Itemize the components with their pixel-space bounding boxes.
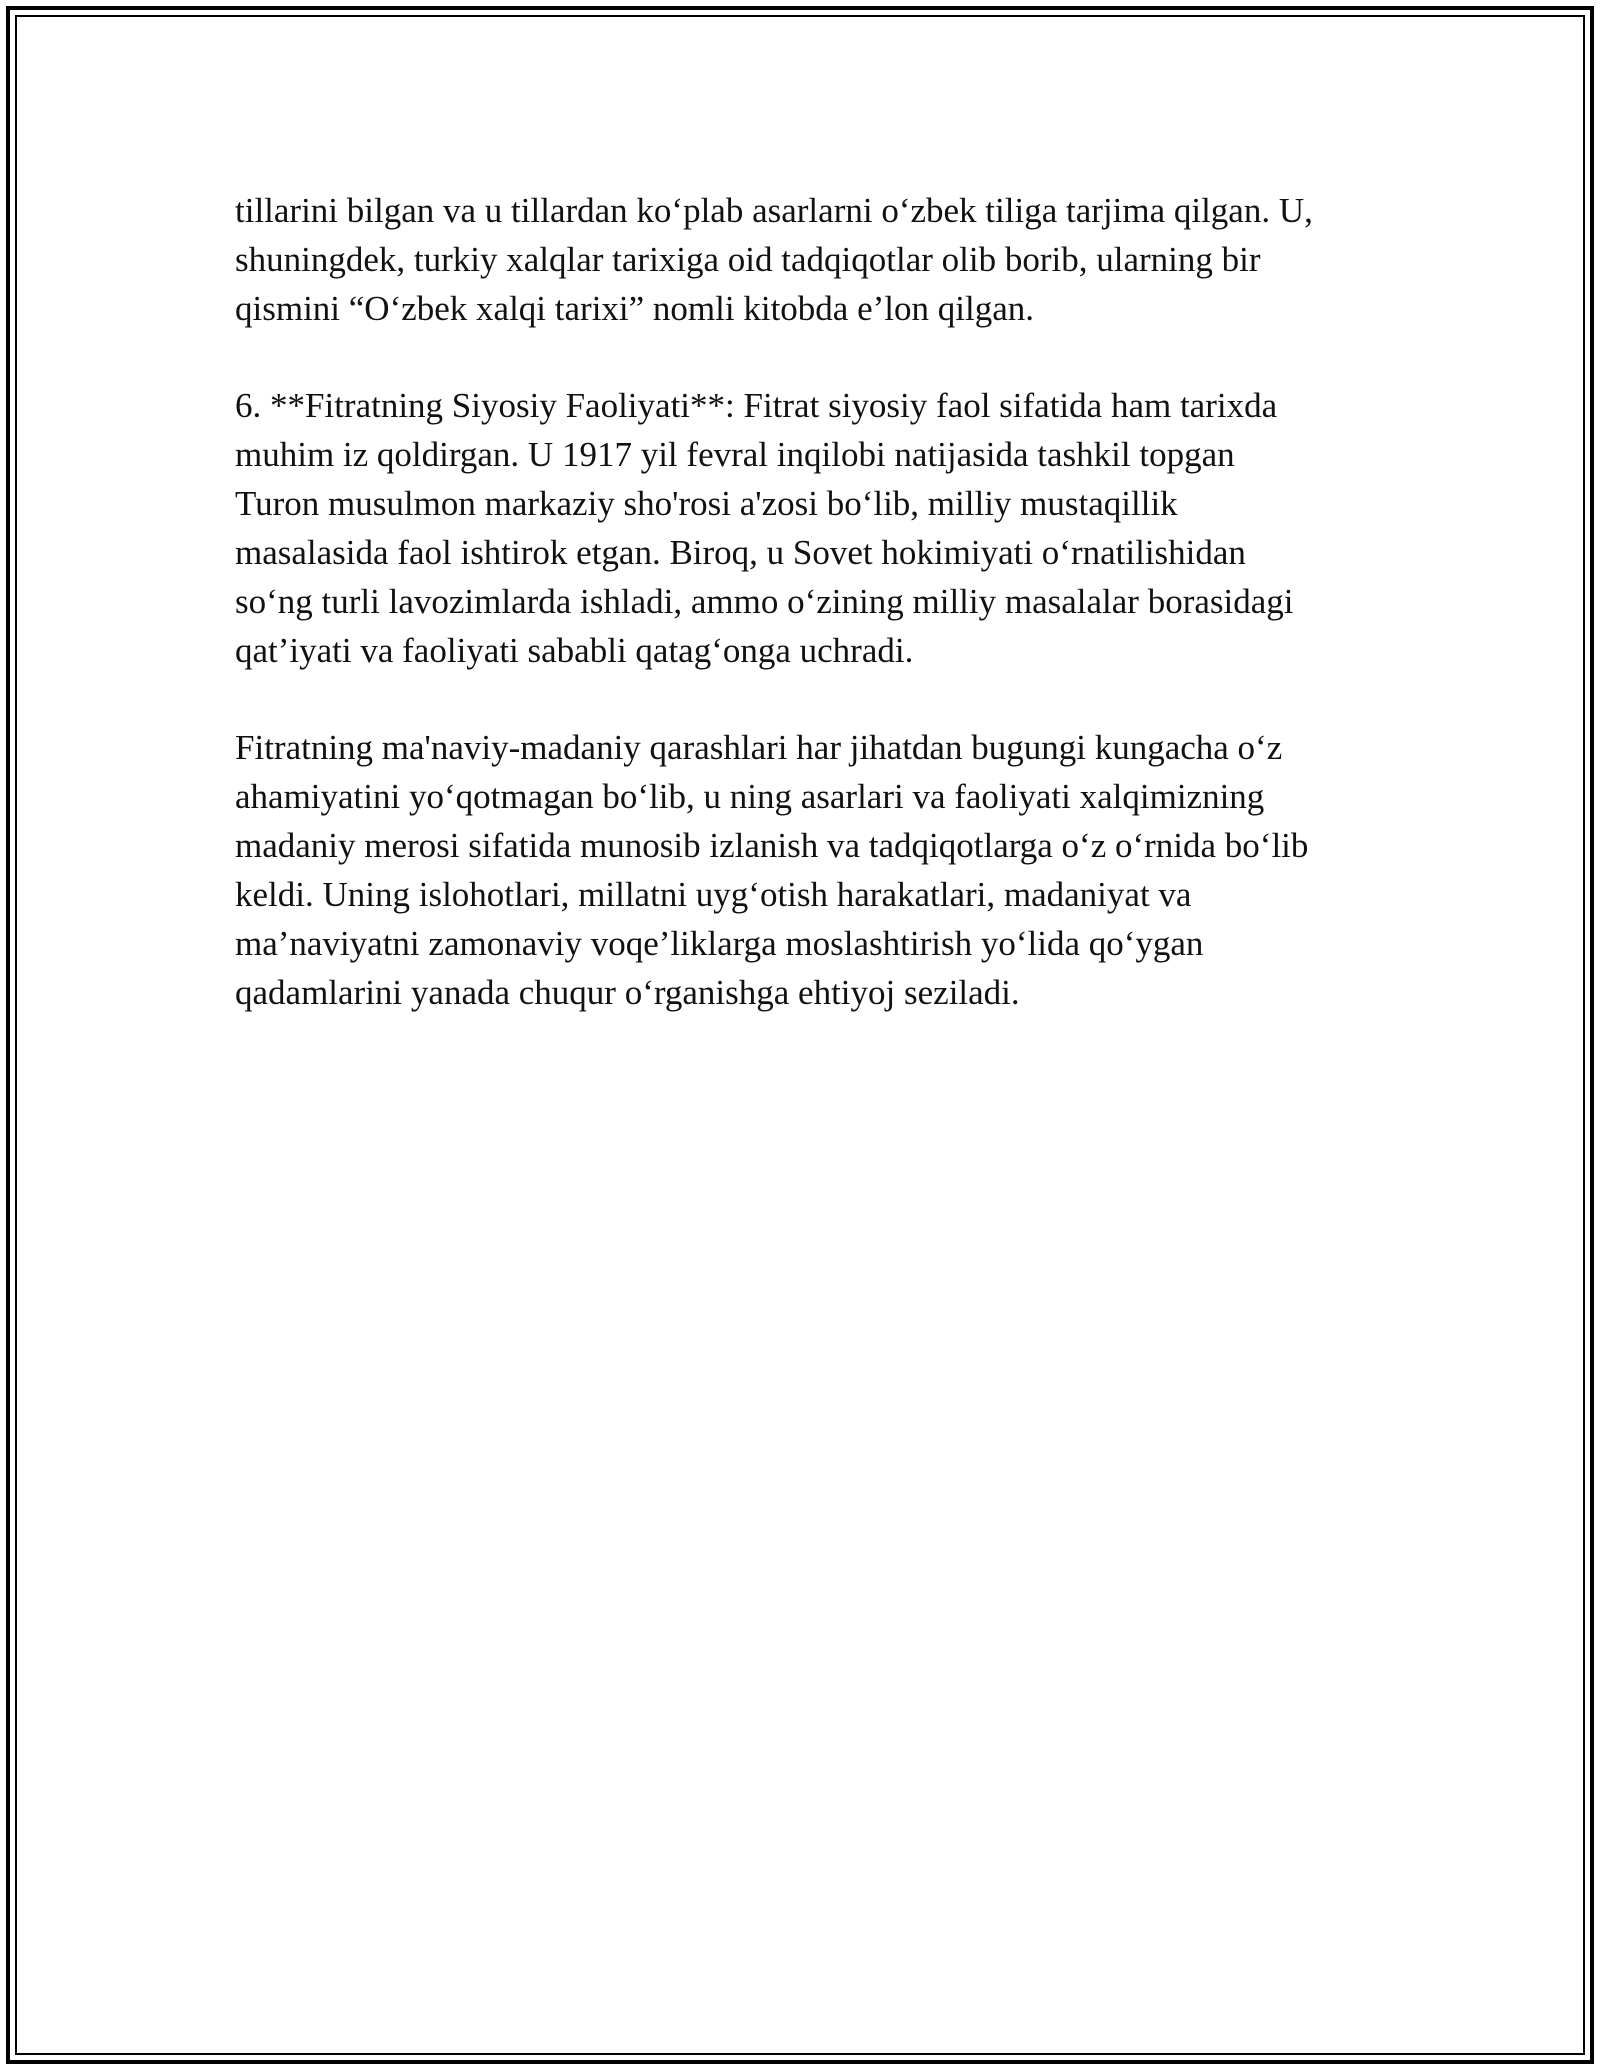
paragraph-conclusion: Fitratning ma'naviy-madaniy qarashlari har jihatdan bugungi kungacha o‘z ahamiyatini yo‘qotmagan bo‘lib, u ning asarlari va faoliyati xalqimizning madaniy merosi sifatida munosib izlanish va tadqiqotlarga o‘z o‘rnida bo‘lib keldi. Uning islohotlari, millatni uyg‘otish harakatlari, madaniyat va ma’naviyatni zamonaviy voqe’liklarga moslashtirish yo‘lida qo‘ygan qadamlarini yanada chuqur o‘rganishga ehtiyoj seziladi. (235, 728, 1309, 1012)
paragraph-political-activity: 6. **Fitratning Siyosiy Faoliyati**: Fitrat siyosiy faol sifatida ham tarixda muhim iz qoldirgan. U 1917 yil fevral inqilobi natijasida tashkil topgan Turon musulmon markaziy sho'rosi a'zosi bo‘lib, milliy mustaqillik masalasida faol ishtirok etgan. Biroq, u Sovet hokimiyati o‘rnatilishidan so‘ng turli lavozimlarda ishladi, ammo o‘zining milliy masalalar borasidagi qat’iyati va faoliyati sababli qatag‘onga uchradi. (235, 386, 1294, 670)
document-body (235, 186, 1375, 1065)
paragraph-translations: tillarini bilgan va u tillardan ko‘plab asarlarni o‘zbek tiliga tarjima qilgan. U, shuningdek, turkiy xalqlar tarixiga oid tadqiqotlar olib borib, ularning bir qismini “O‘zbek xalqi tarixi” nomli kitobda e’lon qilgan. (235, 191, 1313, 328)
